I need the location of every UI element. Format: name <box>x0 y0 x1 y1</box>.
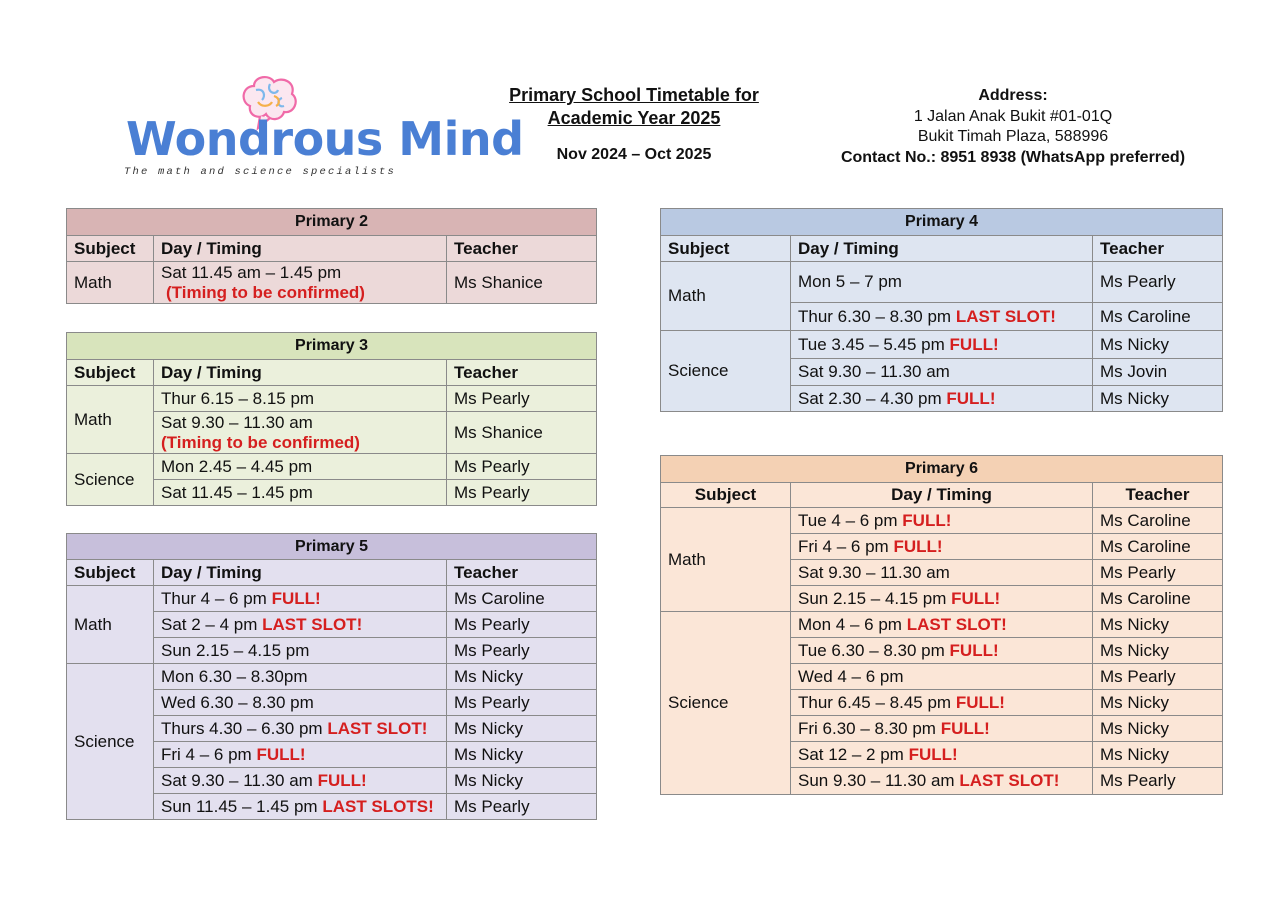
timetable-primary-4 <box>660 208 1223 412</box>
teacher-cell: Ms Nicky <box>1093 638 1223 664</box>
timing-text: Fri 4 – 6 pm <box>798 536 889 556</box>
teacher-cell: Ms Pearly <box>447 480 597 506</box>
title-line-2: Academic Year 2025 <box>547 108 721 128</box>
status-badge: LAST SLOTS! <box>322 796 434 816</box>
timing-cell: Thur 6.15 – 8.15 pm <box>154 386 447 412</box>
subject-cell: Science <box>661 612 791 795</box>
teacher-cell: Ms Pearly <box>447 638 597 664</box>
timing-text: Sun 11.45 – 1.45 pm <box>161 796 318 816</box>
teacher-cell: Ms Nicky <box>1093 386 1223 412</box>
timing-cell: Wed 4 – 6 pm <box>791 664 1093 690</box>
timing-text: Thurs 4.30 – 6.30 pm <box>161 718 323 738</box>
timing-text: Thur 6.30 – 8.30 pm <box>798 306 952 326</box>
timing-cell: Wed 6.30 – 8.30 pm <box>154 690 447 716</box>
timetable-primary-2 <box>66 208 597 304</box>
timing-cell <box>154 412 447 454</box>
timing-cell <box>154 586 447 612</box>
subject-cell: Science <box>67 454 154 506</box>
teacher-cell: Ms Nicky <box>447 742 597 768</box>
timing-text: Fri 4 – 6 pm <box>161 744 252 764</box>
timing-text: Sat 2.30 – 4.30 pm <box>798 388 942 408</box>
subject-cell: Math <box>661 508 791 612</box>
timing-cell <box>791 716 1093 742</box>
timing-text: Sun 2.15 – 4.15 pm <box>798 588 947 608</box>
timetable-primary-3 <box>66 332 597 506</box>
timing-text: Tue 6.30 – 8.30 pm <box>798 640 945 660</box>
header-day-timing: Day / Timing <box>154 360 447 386</box>
timing-cell: Sat 9.30 – 11.30 am <box>791 560 1093 586</box>
title-line-1: Primary School Timetable for <box>509 85 759 105</box>
status-badge: LAST SLOT! <box>955 306 1056 326</box>
table-row <box>661 508 1223 534</box>
timing-cell <box>791 638 1093 664</box>
page-heading <box>486 84 782 164</box>
table-row <box>67 262 597 304</box>
teacher-cell: Ms Nicky <box>447 664 597 690</box>
table-row <box>67 586 597 612</box>
status-badge: FULL! <box>893 536 943 556</box>
status-badge: FULL! <box>940 718 990 738</box>
academic-period: Nov 2024 – Oct 2025 <box>556 146 712 163</box>
teacher-cell: Ms Caroline <box>1093 534 1223 560</box>
teacher-cell: Ms Pearly <box>447 386 597 412</box>
timing-cell: Mon 6.30 – 8.30pm <box>154 664 447 690</box>
timing-cell <box>154 716 447 742</box>
address-line-1: 1 Jalan Anak Bukit #01-01Q <box>913 107 1113 125</box>
teacher-cell: Ms Caroline <box>1093 508 1223 534</box>
timing-note: (Timing to be confirmed) <box>161 433 360 452</box>
header-subject: Subject <box>67 236 154 262</box>
header-subject: Subject <box>67 560 154 586</box>
teacher-cell: Ms Pearly <box>1093 560 1223 586</box>
timing-cell: Mon 5 – 7 pm <box>791 262 1093 303</box>
timing-cell <box>791 303 1093 331</box>
status-badge: FULL! <box>908 744 958 764</box>
contact-block <box>820 86 1206 168</box>
timing-text: Sat 9.30 – 11.30 am <box>161 413 313 432</box>
status-badge: FULL! <box>902 510 952 530</box>
brand-tagline: The math and science specialists <box>124 166 397 178</box>
header-teacher: Teacher <box>447 236 597 262</box>
subject-cell: Science <box>67 664 154 820</box>
contact-number: Contact No.: 8951 8938 (WhatsApp preferred) <box>840 148 1186 166</box>
teacher-cell: Ms Jovin <box>1093 359 1223 386</box>
timing-text: Fri 6.30 – 8.30 pm <box>798 718 936 738</box>
header-subject: Subject <box>661 483 791 508</box>
header-teacher: Teacher <box>1093 236 1223 262</box>
status-badge: FULL! <box>317 770 367 790</box>
header-day-timing: Day / Timing <box>154 560 447 586</box>
status-badge: FULL! <box>955 692 1005 712</box>
timetable-primary-5 <box>66 533 597 820</box>
timing-text: Sun 9.30 – 11.30 am <box>798 771 955 790</box>
teacher-cell: Ms Nicky <box>1093 742 1223 768</box>
timing-cell <box>154 262 447 304</box>
timing-cell <box>791 331 1093 359</box>
teacher-cell: Ms Pearly <box>447 690 597 716</box>
table-title: Primary 5 <box>67 534 597 560</box>
timing-text: Tue 4 – 6 pm <box>798 510 898 530</box>
timing-cell <box>791 534 1093 560</box>
address-line-2: Bukit Timah Plaza, 588996 <box>917 128 1109 145</box>
brand-name: Wondrous Mind <box>126 112 524 166</box>
teacher-cell: Ms Caroline <box>1093 303 1223 331</box>
address-label: Address: <box>978 87 1048 104</box>
teacher-cell: Ms Nicky <box>1093 716 1223 742</box>
status-badge: FULL! <box>949 334 999 354</box>
table-row <box>67 386 597 412</box>
table-row <box>67 454 597 480</box>
table-row <box>67 664 597 690</box>
subject-cell: Math <box>661 262 791 331</box>
brand-logo <box>118 70 524 185</box>
timing-text: Mon 4 – 6 pm <box>798 614 902 634</box>
teacher-cell: Ms Nicky <box>1093 331 1223 359</box>
teacher-cell: Ms Nicky <box>447 716 597 742</box>
table-title: Primary 4 <box>661 209 1223 236</box>
timing-text: Sat 2 – 4 pm <box>161 614 258 634</box>
teacher-cell: Ms Caroline <box>447 586 597 612</box>
table-title: Primary 6 <box>661 456 1223 483</box>
teacher-cell: Ms Pearly <box>1093 664 1223 690</box>
header-teacher: Teacher <box>1093 483 1223 508</box>
timing-text: Sat 9.30 – 11.30 am <box>161 770 313 790</box>
header-day-timing: Day / Timing <box>154 236 447 262</box>
teacher-cell: Ms Nicky <box>447 768 597 794</box>
timing-cell: Sat 11.45 – 1.45 pm <box>154 480 447 506</box>
teacher-cell: Ms Caroline <box>1093 586 1223 612</box>
status-badge: FULL! <box>271 588 321 608</box>
timing-cell <box>791 690 1093 716</box>
timing-cell <box>791 768 1093 795</box>
timing-cell: Sat 9.30 – 11.30 am <box>791 359 1093 386</box>
timing-cell <box>791 742 1093 768</box>
header-day-timing: Day / Timing <box>791 483 1093 508</box>
status-badge: FULL! <box>949 640 999 660</box>
timing-cell <box>154 612 447 638</box>
header-day-timing: Day / Timing <box>791 236 1093 262</box>
timing-text: Tue 3.45 – 5.45 pm <box>798 334 945 354</box>
status-badge: FULL! <box>256 744 306 764</box>
header-teacher: Teacher <box>447 560 597 586</box>
status-badge: FULL! <box>951 588 1001 608</box>
table-title: Primary 3 <box>67 333 597 360</box>
teacher-cell: Ms Pearly <box>447 794 597 820</box>
status-badge: LAST SLOT! <box>906 614 1007 634</box>
timing-note: (Timing to be confirmed) <box>166 283 365 302</box>
table-row <box>661 612 1223 638</box>
timing-text: Sat 12 – 2 pm <box>798 744 904 764</box>
subject-cell: Science <box>661 331 791 412</box>
timing-text: Sat 11.45 am – 1.45 pm <box>161 263 342 282</box>
timing-cell <box>154 742 447 768</box>
status-badge: LAST SLOT! <box>262 614 363 634</box>
timing-cell <box>791 508 1093 534</box>
teacher-cell: Ms Shanice <box>447 412 597 454</box>
table-title: Primary 2 <box>67 209 597 236</box>
status-badge: LAST SLOT! <box>959 771 1060 790</box>
timing-text: Thur 6.45 – 8.45 pm <box>798 692 952 712</box>
timing-cell <box>154 768 447 794</box>
timing-cell <box>791 386 1093 412</box>
teacher-cell: Ms Pearly <box>447 612 597 638</box>
status-badge: LAST SLOT! <box>327 718 428 738</box>
timing-text: Thur 4 – 6 pm <box>161 588 267 608</box>
teacher-cell: Ms Pearly <box>1093 262 1223 303</box>
timing-cell: Mon 2.45 – 4.45 pm <box>154 454 447 480</box>
teacher-cell: Ms Pearly <box>1093 768 1223 795</box>
timing-cell <box>791 586 1093 612</box>
table-row <box>661 262 1223 303</box>
header-teacher: Teacher <box>447 360 597 386</box>
header-subject: Subject <box>661 236 791 262</box>
header-subject: Subject <box>67 360 154 386</box>
teacher-cell: Ms Shanice <box>447 262 597 304</box>
teacher-cell: Ms Pearly <box>447 454 597 480</box>
timing-cell <box>791 612 1093 638</box>
subject-cell: Math <box>67 262 154 304</box>
subject-cell: Math <box>67 586 154 664</box>
timing-cell <box>154 794 447 820</box>
table-row <box>661 331 1223 359</box>
teacher-cell: Ms Nicky <box>1093 612 1223 638</box>
status-badge: FULL! <box>946 388 996 408</box>
timing-cell: Sun 2.15 – 4.15 pm <box>154 638 447 664</box>
teacher-cell: Ms Nicky <box>1093 690 1223 716</box>
timetable-primary-6 <box>660 455 1223 795</box>
subject-cell: Math <box>67 386 154 454</box>
